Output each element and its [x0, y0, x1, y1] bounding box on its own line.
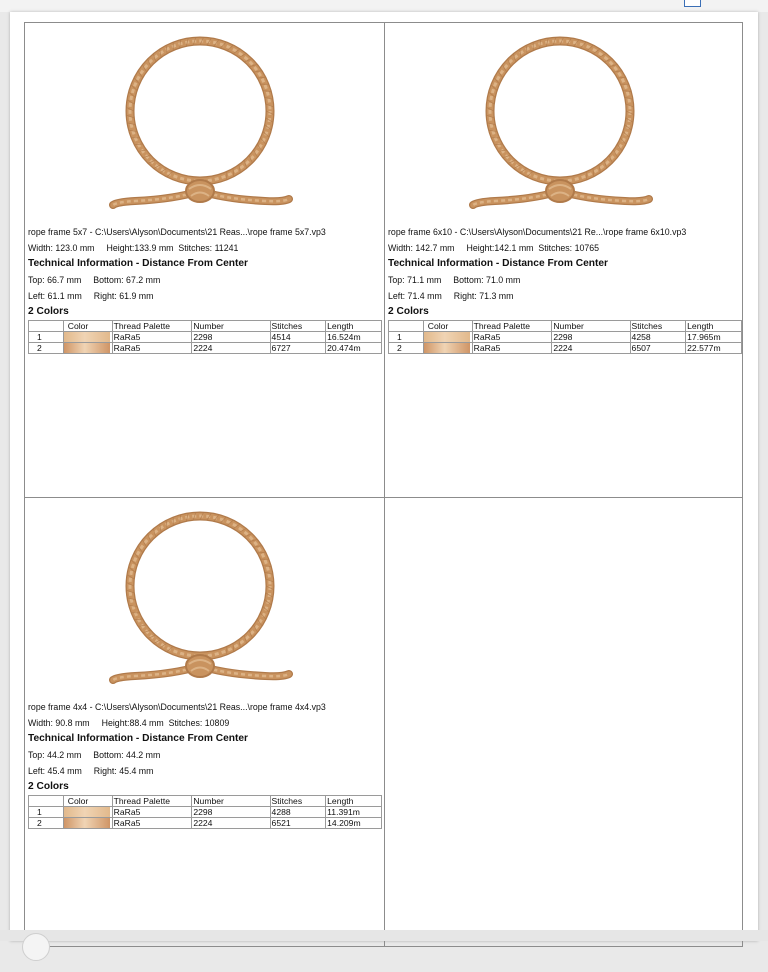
thread-color-swatch — [423, 332, 472, 343]
header-index — [389, 321, 424, 332]
table-row — [29, 343, 382, 354]
design-width: Width: 142.7 mm — [388, 243, 455, 253]
distance-top: Top: 71.1 mm — [388, 275, 441, 285]
thread-stitches: 4514 — [270, 332, 326, 343]
thread-index: 2 — [29, 818, 64, 829]
design-dimensions — [388, 240, 740, 256]
distance-top: Top: 44.2 mm — [28, 750, 81, 760]
thread-table-header — [29, 796, 382, 807]
thread-color-swatch — [63, 818, 112, 829]
thread-palette: RaRa5 — [112, 343, 192, 354]
rope-frame-design-image — [105, 31, 295, 217]
header-color: Color — [63, 321, 112, 332]
thread-palette: RaRa5 — [472, 332, 552, 343]
thread-length: 17.965m — [686, 332, 742, 343]
distance-bottom: Bottom: 67.2 mm — [93, 275, 160, 285]
tech-info-heading: Technical Information - Distance From Center — [388, 256, 740, 272]
colors-heading: 2 Colors — [28, 779, 380, 794]
design-cell — [385, 23, 743, 497]
design-info — [28, 224, 380, 354]
table-row — [29, 332, 382, 343]
design-dimensions — [28, 240, 380, 256]
header-stitches: Stitches — [270, 321, 326, 332]
design-stitches: Stitches: 11241 — [178, 243, 238, 253]
distance-bottom: Bottom: 71.0 mm — [453, 275, 520, 285]
viewer-top-bar — [0, 0, 768, 12]
design-height: Height:88.4 mm — [102, 718, 164, 728]
thread-table-header — [29, 321, 382, 332]
rope-frame-design-image — [465, 31, 655, 217]
thread-palette: RaRa5 — [112, 818, 192, 829]
distance-top-bottom — [28, 272, 380, 288]
thread-length: 16.524m — [326, 332, 382, 343]
scroll-button[interactable] — [22, 933, 50, 961]
design-dimensions — [28, 715, 380, 731]
header-number: Number — [552, 321, 630, 332]
thread-stitches: 6507 — [630, 343, 686, 354]
thread-stitches: 6521 — [270, 818, 326, 829]
design-info — [388, 224, 740, 354]
header-thread-palette: Thread Palette — [112, 796, 192, 807]
distance-top: Top: 66.7 mm — [28, 275, 81, 285]
distance-left-right — [28, 288, 380, 304]
thread-table — [28, 320, 382, 354]
distance-right: Right: 45.4 mm — [94, 766, 154, 776]
colors-heading: 2 Colors — [388, 304, 740, 319]
distance-left: Left: 61.1 mm — [28, 291, 82, 301]
header-length: Length — [686, 321, 742, 332]
thread-index: 1 — [29, 807, 64, 818]
design-stitches: Stitches: 10809 — [169, 718, 230, 728]
design-stitches: Stitches: 10765 — [538, 243, 599, 253]
colors-heading: 2 Colors — [28, 304, 380, 319]
thread-number: 2224 — [192, 818, 270, 829]
header-number: Number — [192, 321, 270, 332]
thread-color-swatch — [423, 343, 472, 354]
table-row — [29, 818, 382, 829]
header-length: Length — [326, 796, 382, 807]
thread-stitches: 4258 — [630, 332, 686, 343]
thread-number: 2224 — [552, 343, 630, 354]
table-row — [29, 807, 382, 818]
table-row — [389, 332, 742, 343]
thread-length: 22.577m — [686, 343, 742, 354]
page-icon[interactable] — [684, 0, 701, 7]
thread-index: 1 — [389, 332, 424, 343]
thread-color-swatch — [63, 807, 112, 818]
design-width: Width: 90.8 mm — [28, 718, 90, 728]
thread-palette: RaRa5 — [472, 343, 552, 354]
thread-palette: RaRa5 — [112, 332, 192, 343]
distance-top-bottom — [28, 747, 380, 763]
thread-stitches: 6727 — [270, 343, 326, 354]
design-name-path: rope frame 4x4 - C:\Users\Alyson\Documents\21 Reas...\rope frame 4x4.vp3 — [28, 699, 380, 715]
design-height: Height:133.9 mm — [107, 243, 174, 253]
distance-right: Right: 71.3 mm — [454, 291, 514, 301]
header-length: Length — [326, 321, 382, 332]
design-height: Height:142.1 mm — [467, 243, 534, 253]
distance-top-bottom — [388, 272, 740, 288]
design-grid — [24, 22, 743, 947]
viewer-footer — [0, 930, 768, 941]
thread-index: 2 — [29, 343, 64, 354]
thread-color-swatch — [63, 343, 112, 354]
tech-info-heading: Technical Information - Distance From Center — [28, 256, 380, 272]
thread-table — [388, 320, 742, 354]
header-color: Color — [423, 321, 472, 332]
header-number: Number — [192, 796, 270, 807]
tech-info-heading: Technical Information - Distance From Center — [28, 731, 380, 747]
thread-number: 2298 — [192, 332, 270, 343]
header-index — [29, 321, 64, 332]
thread-length: 20.474m — [326, 343, 382, 354]
thread-number: 2298 — [192, 807, 270, 818]
design-info — [28, 699, 380, 829]
thread-length: 11.391m — [326, 807, 382, 818]
design-name-path: rope frame 6x10 - C:\Users\Alyson\Documents\21 Re...\rope frame 6x10.vp3 — [388, 224, 740, 240]
print-page — [10, 12, 758, 941]
thread-number: 2224 — [192, 343, 270, 354]
header-stitches: Stitches — [270, 796, 326, 807]
thread-color-swatch — [63, 332, 112, 343]
design-name-path: rope frame 5x7 - C:\Users\Alyson\Documents\21 Reas...\rope frame 5x7.vp3 — [28, 224, 380, 240]
distance-left-right — [388, 288, 740, 304]
design-cell — [25, 23, 383, 497]
distance-left-right — [28, 763, 380, 779]
rope-frame-design-image — [105, 506, 295, 692]
header-index — [29, 796, 64, 807]
design-cell — [25, 498, 383, 972]
design-width: Width: 123.0 mm — [28, 243, 95, 253]
thread-table-header — [389, 321, 742, 332]
thread-length: 14.209m — [326, 818, 382, 829]
distance-left: Left: 71.4 mm — [388, 291, 442, 301]
table-row — [389, 343, 742, 354]
header-color: Color — [63, 796, 112, 807]
thread-palette: RaRa5 — [112, 807, 192, 818]
distance-left: Left: 45.4 mm — [28, 766, 82, 776]
header-stitches: Stitches — [630, 321, 686, 332]
thread-index: 2 — [389, 343, 424, 354]
header-thread-palette: Thread Palette — [112, 321, 192, 332]
thread-index: 1 — [29, 332, 64, 343]
distance-bottom: Bottom: 44.2 mm — [93, 750, 160, 760]
thread-table — [28, 795, 382, 829]
distance-right: Right: 61.9 mm — [94, 291, 154, 301]
header-thread-palette: Thread Palette — [472, 321, 552, 332]
thread-stitches: 4288 — [270, 807, 326, 818]
thread-number: 2298 — [552, 332, 630, 343]
